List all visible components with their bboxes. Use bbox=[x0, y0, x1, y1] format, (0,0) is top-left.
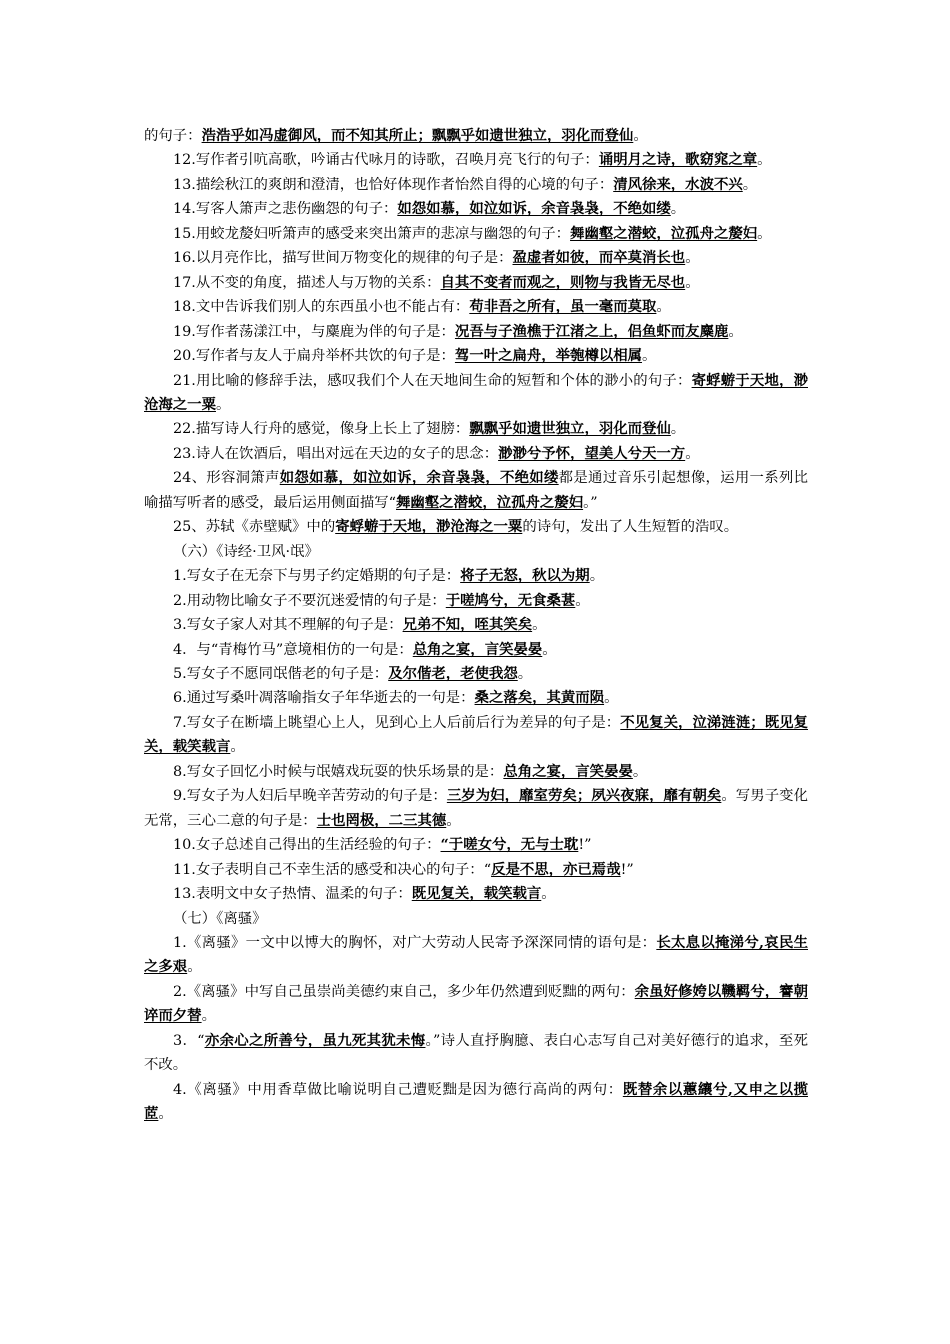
paragraph bbox=[144, 344, 808, 368]
answer-text: 及尔偕老，老使我怨 bbox=[388, 664, 518, 682]
paragraph bbox=[144, 540, 808, 564]
question-text: 。 bbox=[757, 152, 772, 169]
answer-text: 余虽好修姱以鞿羁兮，謇朝谇而夕替 bbox=[144, 982, 808, 1025]
question-text: 19.写作者荡漾江中，与麋鹿为伴的句子是： bbox=[173, 323, 455, 340]
question-text: 4．与“青梅竹马”意境相仿的一句是： bbox=[173, 641, 413, 658]
answer-text: 舞幽壑之潜蛟，泣孤舟之嫠妇 bbox=[570, 224, 758, 242]
question-text: 。 bbox=[656, 299, 671, 316]
question-text: 。 bbox=[575, 592, 590, 609]
question-text: 2.《离骚》中写自己虽崇尚美德约束自己，多少年仍然遭到贬黜的两句： bbox=[173, 983, 635, 1000]
question-text: 5.写女子不愿同氓偕老的句子是： bbox=[173, 665, 389, 682]
question-text: 。写男子变化无常，三心二意的句子是： bbox=[144, 788, 808, 829]
answer-text: 驾一叶之扁舟，举匏樽以相属 bbox=[454, 347, 643, 365]
answer-text: 不见复关，泣涕涟涟；既见复关，载笑载言 bbox=[144, 713, 808, 756]
answer-text: 于嗟鸠兮，无食桑葚 bbox=[445, 591, 576, 609]
answer-text: 反是不思，亦已焉哉 bbox=[491, 860, 621, 878]
paragraph bbox=[144, 662, 808, 686]
answer-text: 总角之宴，言笑晏晏 bbox=[503, 762, 633, 780]
paragraph bbox=[144, 417, 808, 441]
question-text: 的句子： bbox=[144, 128, 202, 144]
question-text: 。 bbox=[532, 617, 547, 634]
question-text: 13.表明文中女子热情、温柔的句子： bbox=[173, 886, 412, 903]
paragraph bbox=[144, 931, 808, 980]
question-text: 。 bbox=[632, 763, 648, 780]
question-text: （六）《诗经·卫风·氓》 bbox=[173, 543, 319, 560]
question-text: 。 bbox=[757, 225, 772, 242]
paragraph bbox=[144, 638, 808, 662]
question-text: 8.写女子回忆小时候与氓嬉戏玩耍的快乐场景的是： bbox=[173, 763, 504, 780]
paragraph bbox=[144, 124, 808, 148]
answer-text: 诵明月之诗，歌窈窕之章 bbox=[598, 151, 758, 169]
answer-text: “于嗟女兮，无与士耽 bbox=[440, 836, 579, 854]
question-text: 。”诗人直抒胸臆、表白心志写自己对美好德行的追求，至死不改。 bbox=[144, 1032, 808, 1074]
question-text: 1.写女子在无奈下与男子约定婚期的句子是： bbox=[173, 568, 461, 585]
question-text: 。 bbox=[230, 739, 245, 756]
question-text: 。” bbox=[583, 494, 598, 511]
paragraph bbox=[144, 882, 808, 906]
answer-text: 如怨如慕，如泣如诉，余音袅袅，不绝如缕 bbox=[397, 200, 671, 218]
answer-text: 兄弟不知，咥其笑矣 bbox=[402, 616, 533, 634]
question-text: 。 bbox=[642, 348, 657, 365]
question-text: 24、形容洞箫声 bbox=[173, 470, 280, 487]
question-text: 11.女子表明自己不幸生活的感受和决心的句子：“ bbox=[173, 861, 492, 878]
answer-text: 如怨如慕，如泣如诉，余音袅袅，不绝如缕 bbox=[279, 469, 559, 487]
paragraph bbox=[144, 197, 808, 221]
question-text: 1.《离骚》一文中以博大的胸怀，对广大劳动人民寄予深深同情的语句是： bbox=[173, 934, 657, 951]
answer-text: 渺渺兮予怀，望美人兮天一方 bbox=[498, 444, 686, 462]
question-text: 16.以月亮作比，描写世间万物变化的规律的句子是： bbox=[173, 250, 513, 267]
paragraph bbox=[144, 148, 808, 172]
answer-text: 盈虚者如彼，而卒莫消长也 bbox=[512, 249, 686, 267]
question-text: 。 bbox=[670, 421, 686, 438]
question-text: 。 bbox=[685, 274, 700, 291]
question-text: !” bbox=[620, 861, 634, 878]
answer-text: 寄蜉蝣于天地，渺沧海之一粟 bbox=[335, 518, 523, 536]
question-text: 17.从不变的角度，描述人与万物的关系： bbox=[173, 274, 441, 291]
paragraph bbox=[144, 760, 808, 784]
question-text: （七）《离骚》 bbox=[173, 910, 267, 927]
question-text: 。 bbox=[728, 323, 743, 340]
question-text: !” bbox=[578, 837, 592, 854]
question-text: 。 bbox=[604, 690, 619, 707]
paragraph bbox=[144, 564, 808, 588]
question-text: 。 bbox=[670, 201, 686, 218]
paragraph bbox=[144, 980, 808, 1029]
question-text: 22.描写诗人行舟的感觉，像身上长上了翅膀： bbox=[173, 421, 470, 438]
answer-text: 三岁为妇，靡室劳矣；夙兴夜寐，靡有朝矣 bbox=[446, 787, 722, 805]
question-text: 2.用动物比喻女子不要沉迷爱情的句子是： bbox=[173, 592, 446, 609]
answer-text: 清风徐来，水波不兴 bbox=[613, 175, 743, 193]
question-text: 3．“ bbox=[173, 1032, 205, 1049]
paragraph bbox=[144, 858, 808, 882]
answer-text: 既见复关，载笑载言 bbox=[411, 885, 542, 903]
question-text: 。 bbox=[446, 812, 461, 829]
answer-text: 将子无怒，秋以为期 bbox=[460, 567, 590, 585]
question-text: 。 bbox=[187, 959, 202, 976]
question-text: 23.诗人在饮酒后，唱出对远在天边的女子的思念： bbox=[173, 445, 499, 462]
question-text: 。 bbox=[742, 176, 758, 193]
paragraph bbox=[144, 1029, 808, 1078]
answer-text: 桑之落矣，其黄而陨 bbox=[474, 689, 605, 707]
answer-text: 长太息以掩涕兮,哀民生之多艰 bbox=[144, 933, 809, 976]
answer-text: 亦余心之所善兮，虽九死其犹未悔 bbox=[204, 1031, 426, 1049]
question-text: 10.女子总述自己得出的生活经验的句子： bbox=[173, 837, 441, 854]
paragraph bbox=[144, 271, 808, 295]
paragraph bbox=[144, 222, 808, 246]
paragraph bbox=[144, 466, 808, 515]
paragraph bbox=[144, 369, 808, 418]
question-text: 13.描绘秋江的爽朗和澄清，也恰好体现作者怡然自得的心境的句子： bbox=[173, 176, 614, 193]
question-text: 3.写女子家人对其不理解的句子是： bbox=[173, 617, 403, 634]
question-text: 20.写作者与友人于扁舟举杯共饮的句子是： bbox=[173, 348, 455, 365]
paragraph bbox=[144, 295, 808, 319]
question-text: 。 bbox=[542, 641, 557, 658]
question-text: 。 bbox=[685, 445, 700, 462]
paragraph bbox=[144, 711, 808, 760]
paragraph bbox=[144, 1078, 808, 1127]
paragraph bbox=[144, 833, 808, 857]
question-text: 。 bbox=[589, 568, 605, 585]
question-text: 。 bbox=[215, 396, 231, 413]
answer-text: 飘飘乎如遗世独立，羽化而登仙 bbox=[469, 420, 671, 438]
question-text: 。 bbox=[685, 250, 700, 267]
question-text: 。 bbox=[158, 1106, 173, 1123]
question-text: 25、苏轼《赤壁赋》中的 bbox=[173, 519, 336, 536]
answer-text: 士也罔极，二三其德 bbox=[316, 811, 447, 829]
paragraph bbox=[144, 907, 808, 931]
question-text: 18.文中告诉我们别人的东西虽小也不能占有： bbox=[173, 299, 470, 316]
question-text: 12.写作者引吭高歌，吟诵古代咏月的诗歌，召唤月亮飞行的句子： bbox=[173, 152, 599, 169]
paragraph bbox=[144, 589, 808, 613]
question-text: 。 bbox=[633, 128, 648, 144]
answer-text: 既替余以蕙纕兮,又申之以揽茝 bbox=[144, 1080, 809, 1123]
question-text: 。 bbox=[541, 886, 556, 903]
paragraph bbox=[144, 173, 808, 197]
question-text: 的诗句，发出了人生短暂的浩叹。 bbox=[522, 519, 739, 536]
question-text: 4.《离骚》中用香草做比喻说明自己遭贬黜是因为德行高尚的两句： bbox=[173, 1081, 623, 1098]
paragraph bbox=[144, 442, 808, 466]
paragraph bbox=[144, 686, 808, 710]
paragraph bbox=[144, 515, 808, 539]
paragraph bbox=[144, 246, 808, 270]
document-body bbox=[144, 124, 808, 1127]
answer-text: 况吾与子渔樵于江渚之上，侣鱼虾而友麋鹿 bbox=[454, 322, 729, 340]
answer-text: 总角之宴，言笑晏晏 bbox=[412, 640, 543, 658]
answer-text: 苟非吾之所有，虽一毫而莫取 bbox=[469, 298, 657, 316]
question-text: 6.通过写桑叶凋落喻指女子年华逝去的一句是： bbox=[173, 690, 475, 707]
answer-text: 自其不变者而观之，则物与我皆无尽也 bbox=[440, 273, 686, 291]
question-text: 都是通过音乐引起想像，运用一系列比喻描写听者的感受，最后运用侧面描写“ bbox=[144, 470, 808, 511]
paragraph bbox=[144, 613, 808, 637]
question-text: 21.用比喻的修辞手法，感叹我们个人在天地间生命的短暂和个体的渺小的句子： bbox=[173, 372, 692, 389]
answer-text: 舞幽壑之潜蛟，泣孤舟之嫠妇 bbox=[396, 493, 584, 511]
question-text: 9.写女子为人妇后早晚辛苦劳动的句子是： bbox=[173, 788, 447, 805]
question-text: 15.用蛟龙嫠妇听箫声的感受来突出箫声的悲凉与幽怨的句子： bbox=[173, 225, 571, 242]
paragraph bbox=[144, 320, 808, 344]
question-text: 7.写女子在断墙上眺望心上人，见到心上人后前后行为差异的句子是： bbox=[173, 714, 621, 731]
answer-text: 浩浩乎如冯虚御风，而不知其所止；飘飘乎如遗世独立，羽化而登仙 bbox=[201, 127, 634, 144]
answer-text: 寄蜉蝣于天地，渺沧海之一粟 bbox=[144, 371, 808, 413]
question-text: 。 bbox=[201, 1008, 216, 1025]
question-text: 14.写客人箫声之悲伤幽怨的句子： bbox=[173, 201, 398, 218]
paragraph bbox=[144, 784, 808, 833]
question-text: 。 bbox=[517, 665, 533, 682]
